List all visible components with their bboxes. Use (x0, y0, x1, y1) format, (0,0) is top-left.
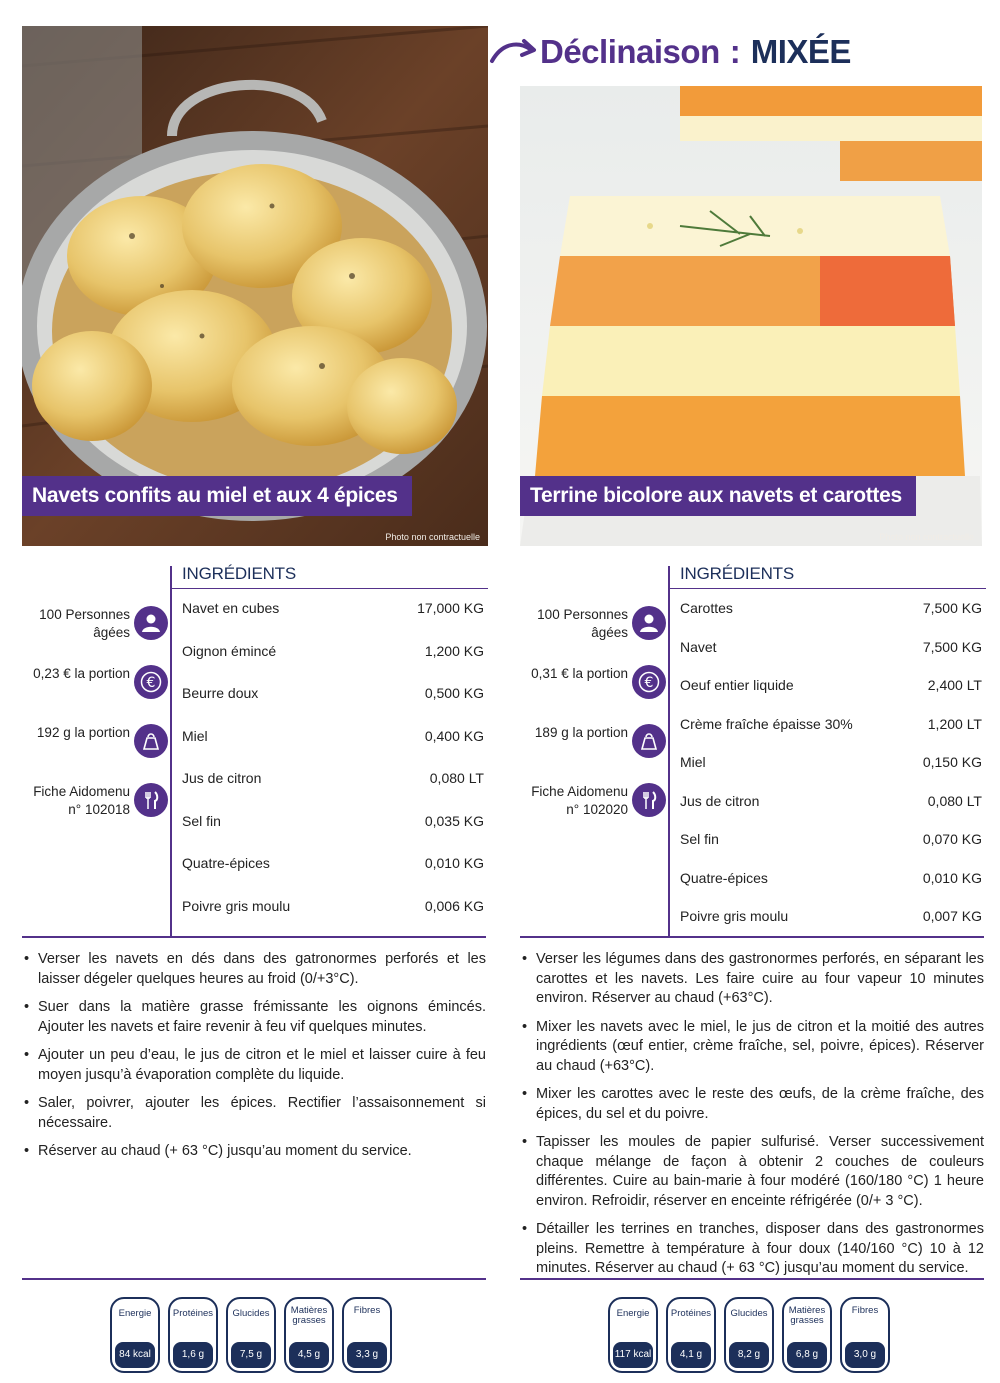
ingredients-rule (172, 588, 488, 589)
nutrition-fat: Matières grasses 6,8 g (782, 1297, 832, 1373)
recipe-right (520, 0, 990, 1383)
recipe-title: Navets confits au miel et aux 4 épices (22, 476, 412, 516)
recipe-info-block (520, 560, 990, 938)
ingredient-row: Jus de citron 0,080 LT (182, 770, 484, 786)
cutlery-icon (632, 783, 666, 817)
ingredient-row: Sel fin 0,035 KG (182, 812, 484, 829)
section-divider (22, 1278, 486, 1280)
section-divider (520, 1278, 984, 1280)
ingredient-row: Miel 0,400 KG (182, 727, 484, 744)
ingredient-row: Jus de citron 0,080 LT (680, 792, 982, 809)
nutrition-energy: Energie 117 kcal (608, 1297, 658, 1373)
section-divider (22, 936, 486, 938)
variation-colon: : (729, 33, 741, 70)
turnips-photo-illustration (22, 26, 488, 546)
recipe-step: • Mixer les navets avec le miel, le jus de citron et la moitié des autres ingrédients (œuf entier, crème fraîche, sel, poivre, épices). Réserver au chaud (+63°C). (520, 1018, 984, 1077)
ingredients-rule (670, 588, 986, 589)
ingredient-row: Carottes 7,500 KG (680, 600, 982, 616)
meta-reference: Fiche Aidomenu n° 102018 (22, 783, 168, 842)
nutrition-panel (608, 1297, 890, 1373)
recipe-step: • Tapisser les moules de papier sulfurisé. Verser successivement chaque mélange de façon à obtenir 2 couches de couleurs différentes. Cuire au bain-marie à four modéré (160/180 °C) 1 heure environ. Refroidir, réserver en enceinte réfrigérée (0/+ 3 °C). (520, 1133, 984, 1211)
weight-icon (134, 724, 168, 758)
ingredients-title: INGRÉDIENTS (182, 564, 296, 583)
recipe-steps (22, 950, 486, 1171)
photo-disclaimer: Photo non contractuelle (385, 532, 480, 542)
ingredients-table (680, 600, 982, 947)
nutrition-protein: Protéines 1,6 g (168, 1297, 218, 1373)
recipe-step: • Verser les légumes dans des gastronormes perforés, en séparant les carottes et les navets. Les faire cuire au four vapeur 10 minutes environ. Réserver au chaud (+63°C). (520, 950, 984, 1009)
recipe-step: • Détailler les terrines en tranches, disposer dans des gastronormes pleins. Remettre à température à four doux (140/160 °C) 10 à 12 minutes. Réserver au chaud (+ 63 °C) jusqu’au moment du service. (520, 1220, 984, 1279)
ingredient-row: Miel 0,150 KG (680, 754, 982, 770)
nutrition-protein: Protéines 4,1 g (666, 1297, 716, 1373)
nutrition-panel (110, 1297, 392, 1373)
ingredient-row: Sel fin 0,070 KG (680, 831, 982, 847)
person-icon (134, 606, 168, 640)
nutrition-fiber: Fibres 3,0 g (840, 1297, 890, 1373)
ingredient-row: Beurre doux 0,500 KG (182, 685, 484, 701)
recipe-step: • Ajouter un peu d’eau, le jus de citron et le miel et laisser cuire à feu moyen jusqu’à évaporation complète du liquide. (22, 1046, 486, 1085)
recipe-steps (520, 950, 984, 1288)
recipe-meta-list (520, 606, 666, 842)
recipe-step: • Réserver au chaud (+ 63 °C) jusqu’au moment du service. (22, 1142, 486, 1162)
ingredient-row: Navet 7,500 KG (680, 638, 982, 655)
info-divider (668, 566, 670, 936)
variation-value: MIXÉE (750, 33, 851, 70)
meta-cost: 0,31 € la portion € (520, 665, 666, 724)
section-divider (520, 936, 984, 938)
person-icon (632, 606, 666, 640)
nutrition-fat: Matières grasses 4,5 g (284, 1297, 334, 1373)
meta-servings: 100 Personnes âgées (520, 606, 666, 665)
meta-weight: 192 g la portion (22, 724, 168, 783)
meta-weight: 189 g la portion (520, 724, 666, 783)
ingredient-row: Quatre-épices 0,010 KG (680, 869, 982, 886)
ingredient-row: Quatre-épices 0,010 KG (182, 855, 484, 871)
svg-text:€: € (644, 675, 654, 691)
ingredient-row: Navet en cubes 17,000 KG (182, 600, 484, 616)
meta-reference: Fiche Aidomenu n° 102020 (520, 783, 666, 842)
ingredients-title: INGRÉDIENTS (680, 564, 794, 583)
nutrition-carbs: Glucides 8,2 g (724, 1297, 774, 1373)
recipe-left (22, 0, 492, 1383)
recipe-photo (520, 86, 982, 546)
variation-label: Déclinaison (540, 33, 720, 70)
ingredient-row: Poivre gris moulu 0,006 KG (182, 897, 484, 914)
recipe-step: • Mixer les carottes avec le reste des œufs, de la crème fraîche, des épices, du sel et du poivre. (520, 1085, 984, 1124)
recipe-step: • Saler, poivrer, ajouter les épices. Rectifier l’assaisonnement si nécessaire. (22, 1094, 486, 1133)
nutrition-fiber: Fibres 3,3 g (342, 1297, 392, 1373)
nutrition-carbs: Glucides 7,5 g (226, 1297, 276, 1373)
weight-icon (632, 724, 666, 758)
meta-cost: 0,23 € la portion € (22, 665, 168, 724)
ingredient-row: Oignon émincé 1,200 KG (182, 642, 484, 659)
meta-servings: 100 Personnes âgées (22, 606, 168, 665)
ingredient-row: Oeuf entier liquide 2,400 LT (680, 677, 982, 693)
ingredient-row: Poivre gris moulu 0,007 KG (680, 908, 982, 924)
recipe-info-block (22, 560, 492, 938)
svg-text:€: € (146, 675, 156, 691)
recipe-meta-list (22, 606, 168, 842)
photo-disclaimer: Photo non contractuelle (879, 532, 974, 542)
recipe-step: • Suer dans la matière grasse frémissante les oignons émincés. Ajouter les navets et faire revenir à feu vif quelques minutes. (22, 998, 486, 1037)
recipe-title: Terrine bicolore aux navets et carottes (520, 476, 916, 516)
recipe-step: • Verser les navets en dés dans des gatronormes perforés et les laisser dégeler quelques heures au froid (0/+3°C). (22, 950, 486, 989)
ingredient-row: Crème fraîche épaisse 30% 1,200 LT (680, 715, 982, 732)
euro-icon (632, 665, 666, 699)
euro-icon (134, 665, 168, 699)
recipe-photo (22, 26, 488, 546)
ingredients-table (182, 600, 484, 940)
cutlery-icon (134, 783, 168, 817)
nutrition-energy: Energie 84 kcal (110, 1297, 160, 1373)
info-divider (170, 566, 172, 936)
